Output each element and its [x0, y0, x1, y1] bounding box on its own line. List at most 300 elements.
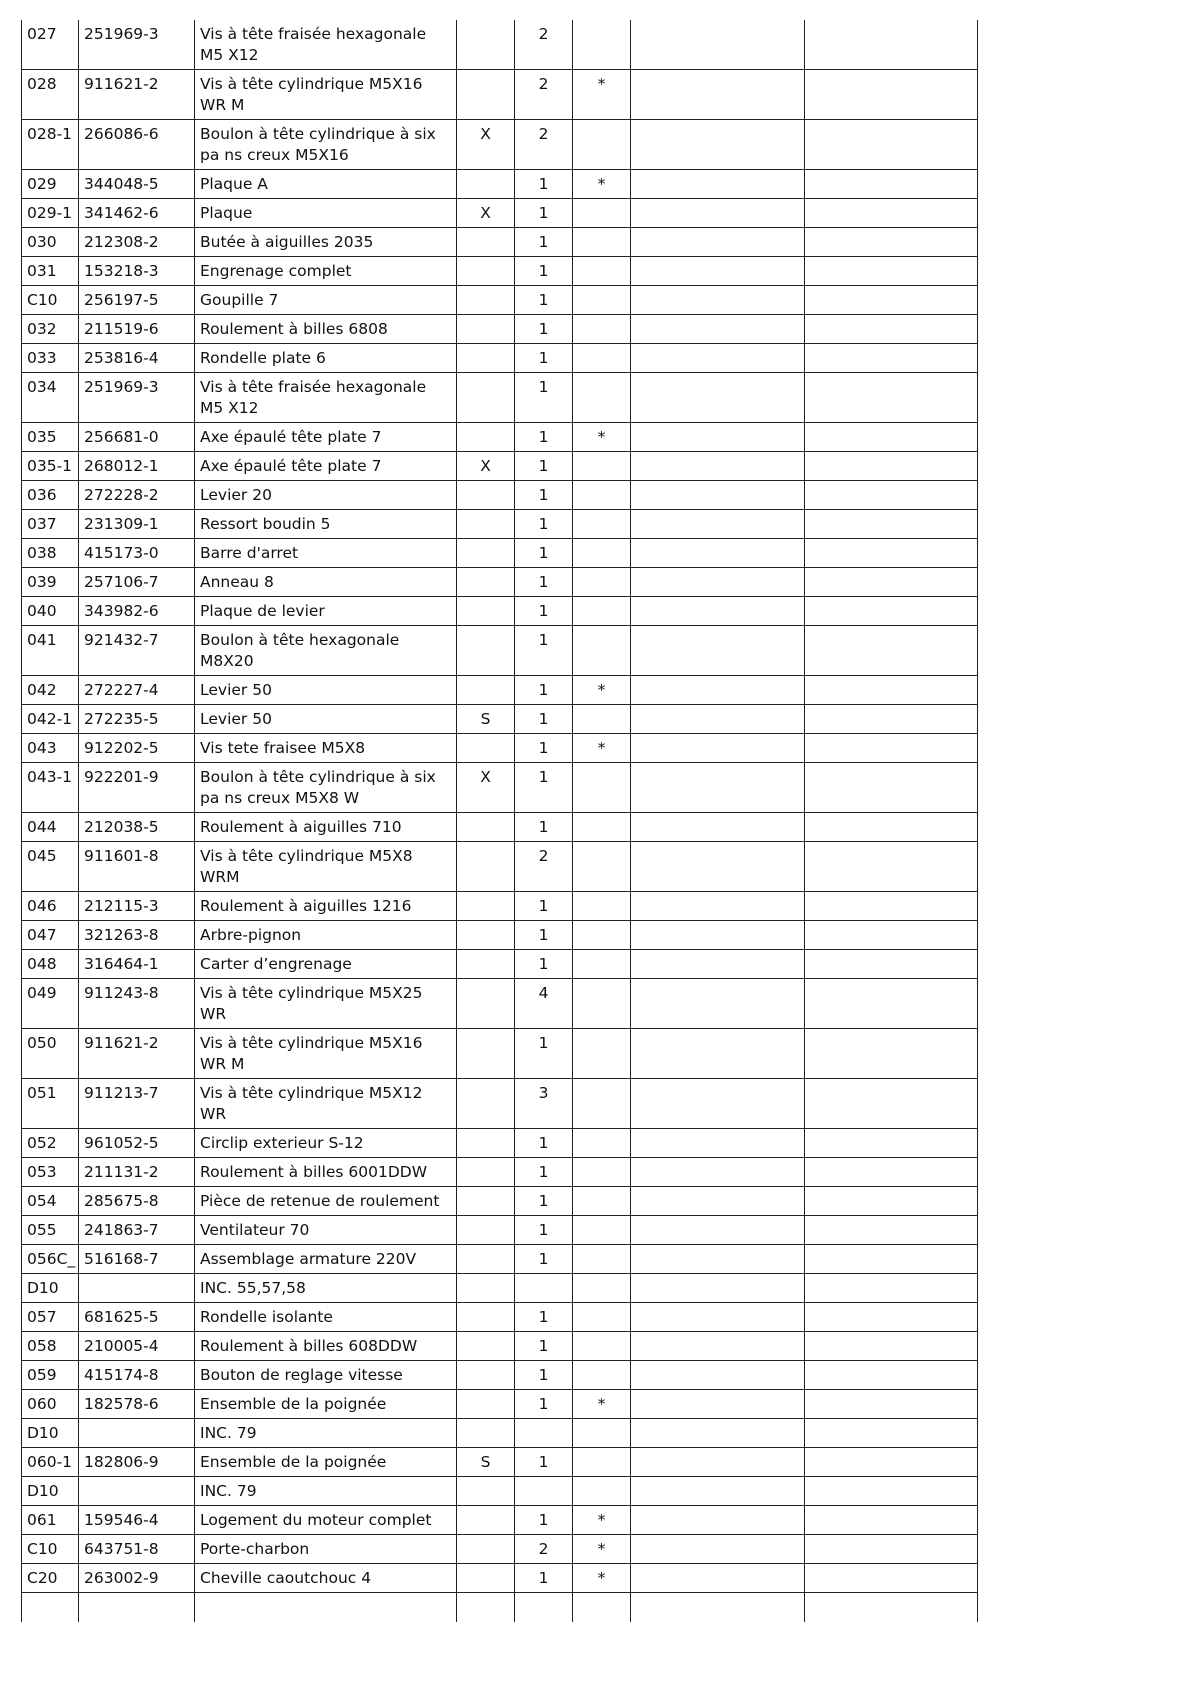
part-number-cell: 415173-0	[79, 539, 195, 568]
quantity-cell: 1	[515, 813, 573, 842]
blank-cell	[573, 1593, 631, 1623]
description-cell: Vis à tête fraisée hexagonale M5 X12	[195, 20, 457, 70]
blank-cell	[631, 257, 805, 286]
description-cell: Butée à aiguilles 2035	[195, 228, 457, 257]
item-number-cell: 031	[22, 257, 79, 286]
blank-cell	[631, 120, 805, 170]
note-mark-cell: *	[573, 1535, 631, 1564]
item-number-cell: 052	[22, 1129, 79, 1158]
blank-cell	[631, 921, 805, 950]
description-cell: Ventilateur 70	[195, 1216, 457, 1245]
note-mark-cell	[573, 950, 631, 979]
part-number-cell: 922201-9	[79, 763, 195, 813]
blank-cell	[79, 1593, 195, 1623]
description-cell: Levier 20	[195, 481, 457, 510]
quantity-cell: 1	[515, 228, 573, 257]
table-row	[22, 842, 978, 892]
blank-cell	[631, 228, 805, 257]
blank-cell	[805, 510, 978, 539]
part-number-cell	[79, 1419, 195, 1448]
part-number-cell: 182578-6	[79, 1390, 195, 1419]
blank-cell	[805, 20, 978, 70]
description-cell: Vis à tête cylindrique M5X16 WR M	[195, 70, 457, 120]
quantity-cell: 2	[515, 1535, 573, 1564]
part-number-cell: 341462-6	[79, 199, 195, 228]
part-number-cell: 212308-2	[79, 228, 195, 257]
description-cell: Roulement à billes 6001DDW	[195, 1158, 457, 1187]
part-number-cell: 911243-8	[79, 979, 195, 1029]
description-cell: Barre d'arret	[195, 539, 457, 568]
blank-cell	[805, 1216, 978, 1245]
item-number-cell: 037	[22, 510, 79, 539]
quantity-cell: 2	[515, 20, 573, 70]
item-number-cell: 043-1	[22, 763, 79, 813]
variant-cell	[457, 1079, 515, 1129]
blank-cell	[631, 734, 805, 763]
blank-cell	[805, 813, 978, 842]
item-number-cell: D10	[22, 1419, 79, 1448]
part-number-cell: 212115-3	[79, 892, 195, 921]
table-row	[22, 950, 978, 979]
description-cell: Boulon à tête cylindrique à six pa ns creux M5X16	[195, 120, 457, 170]
blank-cell	[195, 1593, 457, 1623]
quantity-cell: 3	[515, 1079, 573, 1129]
note-mark-cell	[573, 842, 631, 892]
item-number-cell: 044	[22, 813, 79, 842]
variant-cell	[457, 539, 515, 568]
description-cell: Porte-charbon	[195, 1535, 457, 1564]
table-row	[22, 1029, 978, 1079]
variant-cell	[457, 344, 515, 373]
description-cell: Axe épaulé tête plate 7	[195, 423, 457, 452]
item-number-cell: 032	[22, 315, 79, 344]
description-cell: Levier 50	[195, 676, 457, 705]
item-number-cell: 050	[22, 1029, 79, 1079]
variant-cell	[457, 170, 515, 199]
part-number-cell: 272228-2	[79, 481, 195, 510]
description-cell: Carter d’engrenage	[195, 950, 457, 979]
blank-cell	[631, 1303, 805, 1332]
blank-cell	[631, 892, 805, 921]
table-row	[22, 1079, 978, 1129]
part-number-cell	[79, 1274, 195, 1303]
note-mark-cell	[573, 705, 631, 734]
quantity-cell: 1	[515, 1332, 573, 1361]
blank-cell	[457, 1593, 515, 1623]
variant-cell	[457, 842, 515, 892]
item-number-cell: 039	[22, 568, 79, 597]
item-number-cell: 038	[22, 539, 79, 568]
description-cell: Boulon à tête hexagonale M8X20	[195, 626, 457, 676]
blank-cell	[805, 481, 978, 510]
blank-cell	[805, 1303, 978, 1332]
blank-cell	[631, 452, 805, 481]
item-number-cell: 035	[22, 423, 79, 452]
quantity-cell: 1	[515, 344, 573, 373]
note-mark-cell	[573, 626, 631, 676]
blank-cell	[631, 1187, 805, 1216]
blank-cell	[805, 597, 978, 626]
item-number-cell: C20	[22, 1564, 79, 1593]
variant-cell: X	[457, 452, 515, 481]
blank-cell	[805, 979, 978, 1029]
quantity-cell: 1	[515, 568, 573, 597]
blank-cell	[805, 199, 978, 228]
blank-cell	[805, 257, 978, 286]
table-row	[22, 70, 978, 120]
description-cell: INC. 79	[195, 1477, 457, 1506]
item-number-cell: 036	[22, 481, 79, 510]
blank-cell	[805, 423, 978, 452]
part-number-cell: 272227-4	[79, 676, 195, 705]
blank-cell	[805, 1448, 978, 1477]
blank-cell	[631, 1079, 805, 1129]
note-mark-cell	[573, 1477, 631, 1506]
quantity-cell: 1	[515, 170, 573, 199]
item-number-cell: 058	[22, 1332, 79, 1361]
table-row	[22, 1361, 978, 1390]
quantity-cell	[515, 1274, 573, 1303]
note-mark-cell	[573, 1361, 631, 1390]
blank-cell	[631, 510, 805, 539]
part-number-cell: 212038-5	[79, 813, 195, 842]
part-number-cell: 210005-4	[79, 1332, 195, 1361]
item-number-cell: 029-1	[22, 199, 79, 228]
description-cell: Rondelle plate 6	[195, 344, 457, 373]
part-number-cell: 911213-7	[79, 1079, 195, 1129]
blank-cell	[631, 1506, 805, 1535]
part-number-cell: 256197-5	[79, 286, 195, 315]
blank-cell	[805, 1361, 978, 1390]
variant-cell	[457, 228, 515, 257]
variant-cell	[457, 676, 515, 705]
table-row	[22, 1216, 978, 1245]
part-number-cell: 263002-9	[79, 1564, 195, 1593]
table-row	[22, 705, 978, 734]
description-cell: Ensemble de la poignée	[195, 1448, 457, 1477]
table-row	[22, 892, 978, 921]
blank-cell	[805, 1187, 978, 1216]
description-cell: Vis à tête cylindrique M5X12 WR	[195, 1079, 457, 1129]
quantity-cell: 2	[515, 120, 573, 170]
table-row	[22, 1245, 978, 1274]
part-number-cell	[79, 1477, 195, 1506]
part-number-cell: 256681-0	[79, 423, 195, 452]
variant-cell	[457, 1303, 515, 1332]
part-number-cell: 912202-5	[79, 734, 195, 763]
note-mark-cell	[573, 1129, 631, 1158]
note-mark-cell	[573, 763, 631, 813]
item-number-cell: 042	[22, 676, 79, 705]
quantity-cell: 1	[515, 373, 573, 423]
table-row	[22, 510, 978, 539]
part-number-cell: 961052-5	[79, 1129, 195, 1158]
table-row	[22, 979, 978, 1029]
table-row	[22, 921, 978, 950]
blank-cell	[805, 1158, 978, 1187]
blank-cell	[805, 228, 978, 257]
blank-cell	[805, 373, 978, 423]
note-mark-cell	[573, 1245, 631, 1274]
quantity-cell: 1	[515, 626, 573, 676]
description-cell: Assemblage armature 220V	[195, 1245, 457, 1274]
blank-cell	[631, 315, 805, 344]
blank-cell	[805, 1079, 978, 1129]
note-mark-cell	[573, 286, 631, 315]
note-mark-cell	[573, 228, 631, 257]
blank-cell	[805, 626, 978, 676]
item-number-cell: 048	[22, 950, 79, 979]
item-number-cell: 054	[22, 1187, 79, 1216]
item-number-cell: 055	[22, 1216, 79, 1245]
variant-cell	[457, 286, 515, 315]
table-row	[22, 597, 978, 626]
item-number-cell: 030	[22, 228, 79, 257]
table-row	[22, 423, 978, 452]
quantity-cell: 1	[515, 734, 573, 763]
part-number-cell: 911621-2	[79, 1029, 195, 1079]
blank-cell	[805, 892, 978, 921]
note-mark-cell: *	[573, 423, 631, 452]
item-number-cell: 049	[22, 979, 79, 1029]
note-mark-cell	[573, 568, 631, 597]
part-number-cell: 344048-5	[79, 170, 195, 199]
table-row	[22, 539, 978, 568]
blank-cell	[631, 1477, 805, 1506]
variant-cell	[457, 979, 515, 1029]
blank-cell	[805, 734, 978, 763]
quantity-cell: 1	[515, 452, 573, 481]
blank-cell	[631, 1216, 805, 1245]
item-number-cell: 057	[22, 1303, 79, 1332]
description-cell: Vis tete fraisee M5X8	[195, 734, 457, 763]
description-cell: Vis à tête cylindrique M5X8 WRM	[195, 842, 457, 892]
variant-cell	[457, 70, 515, 120]
blank-cell	[805, 1274, 978, 1303]
quantity-cell	[515, 1419, 573, 1448]
variant-cell	[457, 892, 515, 921]
quantity-cell: 1	[515, 597, 573, 626]
quantity-cell: 1	[515, 423, 573, 452]
variant-cell	[457, 315, 515, 344]
quantity-cell: 1	[515, 1245, 573, 1274]
note-mark-cell	[573, 1158, 631, 1187]
blank-cell	[22, 1593, 79, 1623]
note-mark-cell	[573, 1274, 631, 1303]
variant-cell	[457, 626, 515, 676]
quantity-cell: 1	[515, 510, 573, 539]
blank-cell	[805, 1390, 978, 1419]
table-row	[22, 170, 978, 199]
description-cell: Goupille 7	[195, 286, 457, 315]
blank-cell	[631, 1274, 805, 1303]
note-mark-cell	[573, 257, 631, 286]
variant-cell	[457, 568, 515, 597]
note-mark-cell	[573, 1448, 631, 1477]
note-mark-cell	[573, 597, 631, 626]
description-cell: INC. 79	[195, 1419, 457, 1448]
blank-cell	[631, 423, 805, 452]
variant-cell	[457, 1332, 515, 1361]
variant-cell	[457, 1029, 515, 1079]
blank-cell	[805, 763, 978, 813]
table-row	[22, 1506, 978, 1535]
item-number-cell: 033	[22, 344, 79, 373]
description-cell: Rondelle isolante	[195, 1303, 457, 1332]
table-row	[22, 1448, 978, 1477]
note-mark-cell	[573, 481, 631, 510]
note-mark-cell	[573, 539, 631, 568]
item-number-cell: C10	[22, 286, 79, 315]
item-number-cell: 028	[22, 70, 79, 120]
item-number-cell: 040	[22, 597, 79, 626]
item-number-cell: 045	[22, 842, 79, 892]
quantity-cell: 1	[515, 1390, 573, 1419]
table-row	[22, 257, 978, 286]
blank-cell	[805, 1506, 978, 1535]
note-mark-cell	[573, 1216, 631, 1245]
blank-cell	[805, 1593, 978, 1623]
note-mark-cell	[573, 1303, 631, 1332]
quantity-cell: 1	[515, 892, 573, 921]
variant-cell	[457, 257, 515, 286]
blank-cell	[631, 539, 805, 568]
description-cell: Roulement à billes 608DDW	[195, 1332, 457, 1361]
quantity-cell: 2	[515, 70, 573, 120]
table-row	[22, 813, 978, 842]
variant-cell	[457, 423, 515, 452]
part-number-cell: 321263-8	[79, 921, 195, 950]
item-number-cell: 060	[22, 1390, 79, 1419]
blank-cell	[805, 1535, 978, 1564]
blank-cell	[805, 1564, 978, 1593]
table-row	[22, 1477, 978, 1506]
blank-cell	[631, 1029, 805, 1079]
blank-cell	[805, 568, 978, 597]
table-row	[22, 1390, 978, 1419]
table-row	[22, 626, 978, 676]
item-number-cell: D10	[22, 1477, 79, 1506]
part-number-cell: 316464-1	[79, 950, 195, 979]
part-number-cell: 251969-3	[79, 20, 195, 70]
blank-cell	[805, 315, 978, 344]
part-number-cell: 182806-9	[79, 1448, 195, 1477]
blank-cell	[631, 1361, 805, 1390]
description-cell: Levier 50	[195, 705, 457, 734]
item-number-cell: 034	[22, 373, 79, 423]
note-mark-cell	[573, 1029, 631, 1079]
description-cell: Plaque A	[195, 170, 457, 199]
blank-cell	[631, 950, 805, 979]
blank-cell	[631, 1332, 805, 1361]
quantity-cell: 1	[515, 315, 573, 344]
description-cell: Vis à tête cylindrique M5X25 WR	[195, 979, 457, 1029]
variant-cell	[457, 1390, 515, 1419]
blank-cell	[631, 481, 805, 510]
variant-cell	[457, 1129, 515, 1158]
part-number-cell: 266086-6	[79, 120, 195, 170]
blank-cell	[631, 705, 805, 734]
item-number-cell: 042-1	[22, 705, 79, 734]
table-row	[22, 568, 978, 597]
item-number-cell: 043	[22, 734, 79, 763]
table-row	[22, 452, 978, 481]
note-mark-cell: *	[573, 676, 631, 705]
blank-cell	[805, 1245, 978, 1274]
item-number-cell: 061	[22, 1506, 79, 1535]
note-mark-cell	[573, 921, 631, 950]
variant-cell	[457, 510, 515, 539]
quantity-cell: 1	[515, 1303, 573, 1332]
quantity-cell: 1	[515, 1216, 573, 1245]
description-cell: Circlip exterieur S-12	[195, 1129, 457, 1158]
variant-cell	[457, 1187, 515, 1216]
description-cell: Bouton de reglage vitesse	[195, 1361, 457, 1390]
description-cell: Roulement à billes 6808	[195, 315, 457, 344]
quantity-cell: 1	[515, 199, 573, 228]
item-number-cell: 047	[22, 921, 79, 950]
item-number-cell: 051	[22, 1079, 79, 1129]
blank-cell	[805, 120, 978, 170]
blank-cell	[631, 1564, 805, 1593]
variant-cell	[457, 1564, 515, 1593]
table-row	[22, 676, 978, 705]
quantity-cell: 1	[515, 921, 573, 950]
blank-cell	[631, 813, 805, 842]
variant-cell	[457, 1158, 515, 1187]
item-number-cell: 029	[22, 170, 79, 199]
variant-cell	[457, 813, 515, 842]
item-number-cell: 027	[22, 20, 79, 70]
item-number-cell: 041	[22, 626, 79, 676]
blank-cell	[805, 950, 978, 979]
note-mark-cell	[573, 452, 631, 481]
note-mark-cell	[573, 1419, 631, 1448]
quantity-cell: 1	[515, 1564, 573, 1593]
table-row	[22, 763, 978, 813]
item-number-cell: 056C_	[22, 1245, 79, 1274]
part-number-cell: 911621-2	[79, 70, 195, 120]
quantity-cell: 1	[515, 257, 573, 286]
quantity-cell: 1	[515, 1187, 573, 1216]
table-row	[22, 344, 978, 373]
description-cell: Axe épaulé tête plate 7	[195, 452, 457, 481]
quantity-cell: 1	[515, 705, 573, 734]
note-mark-cell: *	[573, 170, 631, 199]
note-mark-cell: *	[573, 734, 631, 763]
description-cell: Boulon à tête cylindrique à six pa ns creux M5X8 W	[195, 763, 457, 813]
blank-cell	[631, 597, 805, 626]
blank-cell	[631, 1158, 805, 1187]
table-row	[22, 1129, 978, 1158]
description-cell: Vis à tête cylindrique M5X16 WR M	[195, 1029, 457, 1079]
note-mark-cell	[573, 510, 631, 539]
table-row	[22, 315, 978, 344]
description-cell: Arbre-pignon	[195, 921, 457, 950]
part-number-cell: 681625-5	[79, 1303, 195, 1332]
quantity-cell: 1	[515, 1158, 573, 1187]
variant-cell	[457, 481, 515, 510]
table-row	[22, 120, 978, 170]
variant-cell	[457, 1419, 515, 1448]
item-number-cell: 046	[22, 892, 79, 921]
description-cell: Ensemble de la poignée	[195, 1390, 457, 1419]
description-cell: Plaque de levier	[195, 597, 457, 626]
item-number-cell: 035-1	[22, 452, 79, 481]
blank-cell	[631, 568, 805, 597]
quantity-cell: 1	[515, 1029, 573, 1079]
item-number-cell: 028-1	[22, 120, 79, 170]
